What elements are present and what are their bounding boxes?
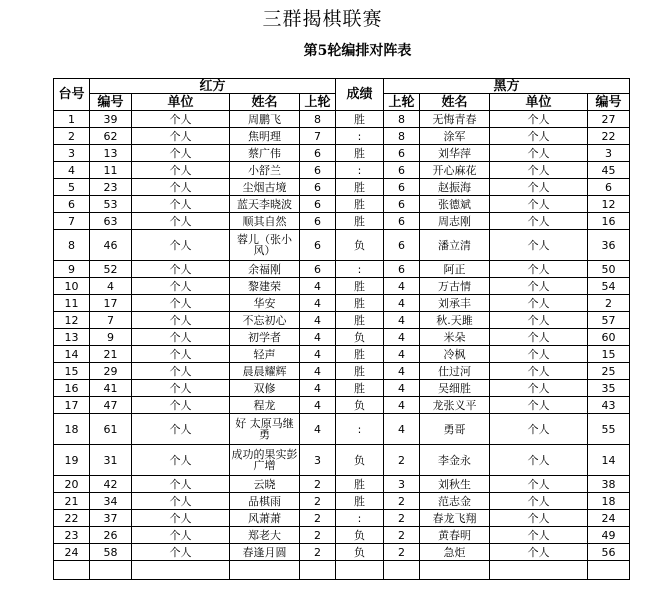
table-no-cell: 7 [54,213,90,230]
black-unit-cell: 个人 [490,145,588,162]
black-name-cell: 吴细胜 [420,380,490,397]
black-prev-round-cell: 4 [384,295,420,312]
red-name-cell: 云晓 [230,476,300,493]
empty-cell [54,561,90,580]
result-cell: 负 [336,527,384,544]
red-unit-cell: 个人 [132,312,230,329]
table-no-cell: 24 [54,544,90,561]
red-name-cell: 成功的果实彭广增 [230,445,300,476]
red-name-cell: 蓝天李晓波 [230,196,300,213]
red-unit-cell: 个人 [132,179,230,196]
black-unit-cell: 个人 [490,295,588,312]
result-cell: 胜 [336,380,384,397]
black-name-cell: 万古情 [420,278,490,295]
red-number-cell: 63 [90,213,132,230]
black-unit-cell: 个人 [490,363,588,380]
black-name-cell: 刘华萍 [420,145,490,162]
black-number-cell: 15 [588,346,630,363]
red-name-cell: 华安 [230,295,300,312]
table-row [54,295,630,312]
red-name-cell: 蔡广伟 [230,145,300,162]
red-unit-cell: 个人 [132,196,230,213]
table-row [54,213,630,230]
result-cell: : [336,510,384,527]
table-row [54,510,630,527]
red-unit-cell: 个人 [132,346,230,363]
black-name-cell: 周志刚 [420,213,490,230]
red-name-cell: 春逢月圆 [230,544,300,561]
empty-row [54,561,630,580]
red-number-cell: 21 [90,346,132,363]
black-number-cell: 56 [588,544,630,561]
black-name-cell: 张德斌 [420,196,490,213]
black-unit-cell: 个人 [490,544,588,561]
result-cell: : [336,414,384,445]
black-unit-cell: 个人 [490,476,588,493]
red-number-cell: 41 [90,380,132,397]
table-no-cell: 20 [54,476,90,493]
black-number-cell: 49 [588,527,630,544]
pairing-table-body [54,79,630,580]
black-unit-cell: 个人 [490,329,588,346]
table-row [54,128,630,145]
red-number-cell: 7 [90,312,132,329]
table-no-cell: 10 [54,278,90,295]
red-name-cell: 晨晨耀辉 [230,363,300,380]
black-prev-round-cell: 2 [384,544,420,561]
table-no-cell: 1 [54,111,90,128]
red-name-cell: 双修 [230,380,300,397]
pairing-table [53,78,630,580]
result-cell: : [336,128,384,145]
black-prev-round-cell: 4 [384,312,420,329]
table-row [54,363,630,380]
black-number-cell: 55 [588,414,630,445]
red-name-cell: 余福刚 [230,261,300,278]
table-no-cell: 9 [54,261,90,278]
red-unit-cell: 个人 [132,261,230,278]
red-prev-round-cell: 6 [300,145,336,162]
red-prev-round-cell: 2 [300,527,336,544]
black-unit-cell: 个人 [490,346,588,363]
black-prev-round-cell: 4 [384,414,420,445]
result-cell: 负 [336,230,384,261]
red-unit-cell: 个人 [132,363,230,380]
red-prev-round-cell: 2 [300,493,336,510]
red-prev-round-cell: 4 [300,329,336,346]
black-prev-round-cell: 6 [384,179,420,196]
table-no-cell: 16 [54,380,90,397]
red-number-cell: 53 [90,196,132,213]
red-name-cell: 好 太原马继勇 [230,414,300,445]
table-row [54,329,630,346]
empty-cell [588,561,630,580]
black-unit-cell: 个人 [490,179,588,196]
black-unit-cell: 个人 [490,510,588,527]
table-row [54,145,630,162]
black-name-cell: 刘承丰 [420,295,490,312]
black-name-cell: 刘秋生 [420,476,490,493]
black-name-cell: 春龙飞翔 [420,510,490,527]
black-number-cell: 3 [588,145,630,162]
red-unit-cell: 个人 [132,145,230,162]
black-unit-header: 单位 [490,94,588,111]
black-number-cell: 54 [588,278,630,295]
result-cell: 胜 [336,363,384,380]
black-unit-cell: 个人 [490,380,588,397]
table-no-cell: 21 [54,493,90,510]
red-number-cell: 13 [90,145,132,162]
black-number-cell: 24 [588,510,630,527]
result-cell: 胜 [336,145,384,162]
red-number-cell: 37 [90,510,132,527]
table-no-cell: 15 [54,363,90,380]
red-number-cell: 17 [90,295,132,312]
red-name-cell: 轻声 [230,346,300,363]
table-no-cell: 12 [54,312,90,329]
result-cell: 负 [336,544,384,561]
black-name-cell: 赵振海 [420,179,490,196]
red-number-cell: 9 [90,329,132,346]
black-number-cell: 16 [588,213,630,230]
black-prev-round-cell: 4 [384,363,420,380]
table-row [54,414,630,445]
table-row [54,111,630,128]
black-prev-round-cell: 4 [384,380,420,397]
black-prev-round-cell: 6 [384,230,420,261]
black-prev-round-cell: 6 [384,196,420,213]
black-number-cell: 38 [588,476,630,493]
black-unit-cell: 个人 [490,162,588,179]
black-side-header: 黑方 [384,79,630,94]
red-prev-round-cell: 4 [300,363,336,380]
red-unit-cell: 个人 [132,380,230,397]
red-side-header: 红方 [90,79,336,94]
table-no-cell: 23 [54,527,90,544]
black-name-header: 姓名 [420,94,490,111]
black-name-cell: 急炬 [420,544,490,561]
red-number-cell: 47 [90,397,132,414]
result-cell: 胜 [336,493,384,510]
black-name-cell: 龙张义平 [420,397,490,414]
page-subtitle: 第5轮编排对阵表 [303,43,412,59]
black-unit-cell: 个人 [490,213,588,230]
red-name-cell: 周鹏飞 [230,111,300,128]
empty-cell [420,561,490,580]
table-no-cell: 22 [54,510,90,527]
black-unit-cell: 个人 [490,493,588,510]
black-number-cell: 35 [588,380,630,397]
red-prev-round-header: 上轮 [300,94,336,111]
red-number-cell: 4 [90,278,132,295]
table-row [54,312,630,329]
black-name-cell: 黄春明 [420,527,490,544]
table-no-cell: 2 [54,128,90,145]
red-unit-cell: 个人 [132,544,230,561]
black-number-cell: 43 [588,397,630,414]
result-cell: 胜 [336,346,384,363]
red-number-cell: 58 [90,544,132,561]
red-name-cell: 郑老大 [230,527,300,544]
table-row [54,196,630,213]
red-unit-cell: 个人 [132,295,230,312]
red-number-cell: 11 [90,162,132,179]
black-prev-round-cell: 2 [384,510,420,527]
table-row [54,397,630,414]
black-number-header: 编号 [588,94,630,111]
red-unit-cell: 个人 [132,414,230,445]
black-unit-cell: 个人 [490,397,588,414]
black-number-cell: 25 [588,363,630,380]
black-number-cell: 57 [588,312,630,329]
black-prev-round-cell: 6 [384,213,420,230]
table-no-cell: 8 [54,230,90,261]
red-prev-round-cell: 6 [300,213,336,230]
red-prev-round-cell: 4 [300,278,336,295]
red-prev-round-cell: 4 [300,414,336,445]
result-cell: 胜 [336,213,384,230]
black-unit-cell: 个人 [490,445,588,476]
red-unit-cell: 个人 [132,230,230,261]
red-name-cell: 不忘初心 [230,312,300,329]
red-unit-cell: 个人 [132,278,230,295]
result-cell: 胜 [336,111,384,128]
table-no-cell: 14 [54,346,90,363]
red-prev-round-cell: 2 [300,544,336,561]
black-number-cell: 45 [588,162,630,179]
black-prev-round-cell: 6 [384,261,420,278]
table-no-cell: 11 [54,295,90,312]
black-prev-round-header: 上轮 [384,94,420,111]
empty-cell [384,561,420,580]
red-name-cell: 尘烟古境 [230,179,300,196]
red-prev-round-cell: 4 [300,295,336,312]
black-number-cell: 27 [588,111,630,128]
black-prev-round-cell: 2 [384,493,420,510]
red-prev-round-cell: 6 [300,179,336,196]
table-no-cell: 18 [54,414,90,445]
black-unit-cell: 个人 [490,278,588,295]
result-cell: 负 [336,329,384,346]
black-unit-cell: 个人 [490,527,588,544]
red-prev-round-cell: 4 [300,397,336,414]
table-row [54,346,630,363]
empty-cell [90,561,132,580]
red-unit-cell: 个人 [132,445,230,476]
red-prev-round-cell: 6 [300,261,336,278]
red-unit-cell: 个人 [132,527,230,544]
red-number-cell: 29 [90,363,132,380]
red-prev-round-cell: 6 [300,196,336,213]
table-no-cell: 19 [54,445,90,476]
black-number-cell: 50 [588,261,630,278]
header-row-top [54,79,630,94]
black-number-cell: 14 [588,445,630,476]
black-number-cell: 36 [588,230,630,261]
red-name-header: 姓名 [230,94,300,111]
result-cell: 胜 [336,278,384,295]
red-name-cell: 程龙 [230,397,300,414]
black-name-cell: 勇哥 [420,414,490,445]
table-row [54,476,630,493]
red-number-cell: 23 [90,179,132,196]
black-name-cell: 潘立清 [420,230,490,261]
table-row [54,527,630,544]
red-number-cell: 34 [90,493,132,510]
black-unit-cell: 个人 [490,111,588,128]
result-cell: 负 [336,445,384,476]
black-prev-round-cell: 4 [384,346,420,363]
red-name-cell: 风萧萧 [230,510,300,527]
table-row [54,445,630,476]
black-number-cell: 18 [588,493,630,510]
red-prev-round-cell: 4 [300,346,336,363]
result-header: 成绩 [336,79,384,111]
table-no-header: 台号 [54,79,90,111]
black-prev-round-cell: 4 [384,329,420,346]
black-prev-round-cell: 4 [384,397,420,414]
table-row [54,261,630,278]
black-number-cell: 6 [588,179,630,196]
red-prev-round-cell: 6 [300,162,336,179]
black-prev-round-cell: 3 [384,476,420,493]
black-number-cell: 2 [588,295,630,312]
empty-cell [490,561,588,580]
table-no-cell: 3 [54,145,90,162]
red-unit-cell: 个人 [132,476,230,493]
black-unit-cell: 个人 [490,196,588,213]
table-no-cell: 17 [54,397,90,414]
result-cell: 胜 [336,312,384,329]
result-cell: 胜 [336,179,384,196]
black-unit-cell: 个人 [490,230,588,261]
red-name-cell: 黎建荣 [230,278,300,295]
black-prev-round-cell: 4 [384,278,420,295]
red-number-cell: 42 [90,476,132,493]
black-unit-cell: 个人 [490,414,588,445]
red-number-cell: 26 [90,527,132,544]
red-prev-round-cell: 6 [300,230,336,261]
black-prev-round-cell: 8 [384,111,420,128]
result-cell: : [336,162,384,179]
table-row [54,230,630,261]
result-cell: 胜 [336,196,384,213]
black-number-cell: 12 [588,196,630,213]
table-row [54,380,630,397]
red-prev-round-cell: 3 [300,445,336,476]
table-row [54,162,630,179]
red-unit-cell: 个人 [132,111,230,128]
result-cell: 负 [336,397,384,414]
result-cell: 胜 [336,295,384,312]
red-prev-round-cell: 4 [300,380,336,397]
red-name-cell: 焦明理 [230,128,300,145]
empty-cell [300,561,336,580]
black-name-cell: 范志金 [420,493,490,510]
red-unit-cell: 个人 [132,397,230,414]
red-prev-round-cell: 4 [300,312,336,329]
black-unit-cell: 个人 [490,312,588,329]
red-unit-header: 单位 [132,94,230,111]
table-row [54,179,630,196]
red-number-header: 编号 [90,94,132,111]
page-title: 三群揭棋联赛 [262,8,383,30]
table-no-cell: 13 [54,329,90,346]
red-unit-cell: 个人 [132,128,230,145]
red-number-cell: 62 [90,128,132,145]
red-name-cell: 初学者 [230,329,300,346]
red-name-cell: 品棋雨 [230,493,300,510]
black-name-cell: 阿正 [420,261,490,278]
black-name-cell: 李金永 [420,445,490,476]
red-name-cell: 顺其自然 [230,213,300,230]
table-row [54,278,630,295]
result-cell: 胜 [336,476,384,493]
black-prev-round-cell: 6 [384,162,420,179]
black-name-cell: 涂军 [420,128,490,145]
empty-cell [230,561,300,580]
black-number-cell: 60 [588,329,630,346]
red-prev-round-cell: 2 [300,510,336,527]
black-prev-round-cell: 2 [384,445,420,476]
result-cell: : [336,261,384,278]
red-number-cell: 31 [90,445,132,476]
red-number-cell: 46 [90,230,132,261]
black-name-cell: 秋.天雎 [420,312,490,329]
black-unit-cell: 个人 [490,128,588,145]
black-name-cell: 米朵 [420,329,490,346]
red-number-cell: 61 [90,414,132,445]
red-unit-cell: 个人 [132,493,230,510]
black-name-cell: 无悔青春 [420,111,490,128]
red-prev-round-cell: 2 [300,476,336,493]
table-no-cell: 6 [54,196,90,213]
table-no-cell: 4 [54,162,90,179]
black-name-cell: 开心麻花 [420,162,490,179]
empty-cell [336,561,384,580]
black-prev-round-cell: 2 [384,527,420,544]
red-unit-cell: 个人 [132,162,230,179]
red-name-cell: 蓉儿（张小风） [230,230,300,261]
black-prev-round-cell: 6 [384,145,420,162]
empty-cell [132,561,230,580]
black-name-cell: 仕过河 [420,363,490,380]
red-unit-cell: 个人 [132,510,230,527]
red-unit-cell: 个人 [132,329,230,346]
table-row [54,544,630,561]
red-prev-round-cell: 8 [300,111,336,128]
table-row [54,493,630,510]
red-number-cell: 52 [90,261,132,278]
red-number-cell: 39 [90,111,132,128]
red-name-cell: 小舒兰 [230,162,300,179]
red-prev-round-cell: 7 [300,128,336,145]
black-unit-cell: 个人 [490,261,588,278]
red-unit-cell: 个人 [132,213,230,230]
black-prev-round-cell: 8 [384,128,420,145]
black-number-cell: 22 [588,128,630,145]
table-no-cell: 5 [54,179,90,196]
black-name-cell: 冷枫 [420,346,490,363]
